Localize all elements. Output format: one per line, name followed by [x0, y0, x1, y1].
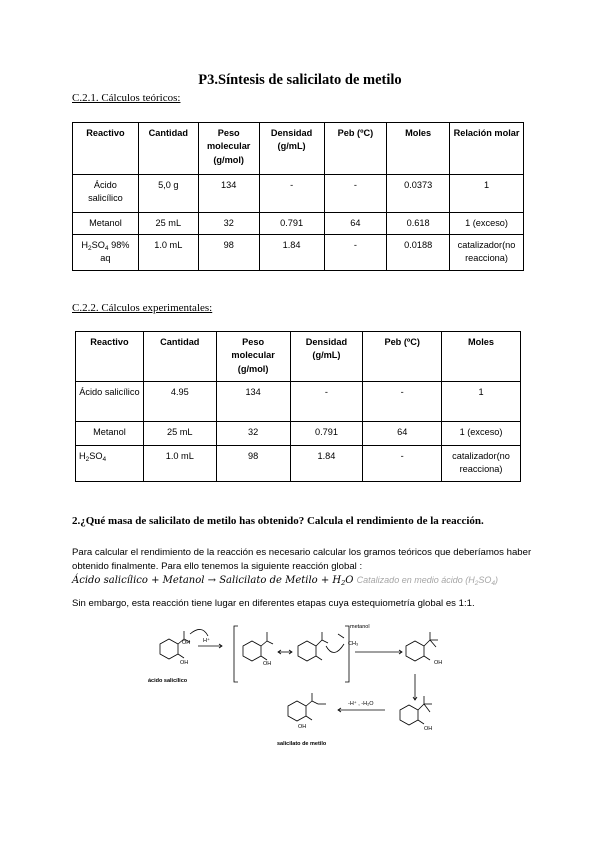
cell: -	[363, 446, 442, 482]
table-row	[73, 213, 524, 235]
protonated-acid-structure	[243, 632, 273, 661]
header-reactivo: Reactivo	[76, 332, 144, 382]
equation-catalyst: Catalizado en medio ácido $(H_2SO_4)$	[356, 575, 499, 587]
cell: 64	[363, 422, 442, 446]
label-salicilato-de-metilo: salicilato de metilo	[277, 741, 327, 747]
label-acido-salicilico: ácido salicílico	[148, 678, 188, 684]
label-oh-2: OH	[180, 660, 189, 666]
label-oh-6: OH	[298, 724, 307, 730]
cell: Metanol	[76, 422, 144, 446]
cell: 4.95	[143, 382, 216, 422]
attack-arrow	[326, 644, 344, 653]
cell: catalizador(no reacciona)	[450, 235, 524, 271]
cell: 0.0188	[387, 235, 450, 271]
cell: 1.84	[290, 446, 363, 482]
header-reactivo: Reactivo	[73, 123, 139, 175]
label-ch3: CH₃	[348, 641, 359, 647]
bracket-right	[345, 626, 349, 682]
header-densidad: Densidad (g/mL)	[290, 332, 363, 382]
cell: $H_2SO_4$ 98% aq	[73, 235, 139, 271]
header-peso-molecular: Peso molecular (g/mol)	[198, 123, 259, 175]
header-cantidad: Cantidad	[143, 332, 216, 382]
header-densidad: Densidad (g/mL)	[259, 123, 324, 175]
header-peb: Peb (ºC)	[324, 123, 387, 175]
cell: 25 mL	[143, 422, 216, 446]
cell: 1.84	[259, 235, 324, 271]
cell: -	[363, 382, 442, 422]
page-title: P3.Síntesis de salicilato de metilo	[198, 72, 402, 88]
equation-text: Ácido salicílico + Metanol → Salicilato de Metilo + $H_2O$	[72, 575, 354, 587]
cell: Ácido salicílico	[76, 382, 144, 422]
header-cantidad: Cantidad	[138, 123, 198, 175]
reaction-mechanism-scheme	[140, 612, 460, 762]
cell: -	[324, 235, 387, 271]
section-heading-theoretical: C.2.1. Cálculos teóricos:	[72, 92, 181, 104]
header-peso-molecular: Peso molecular (g/mol)	[216, 332, 290, 382]
cell: 5,0 g	[138, 175, 198, 213]
paragraph-stoichiometry: Sin embargo, esta reacción tiene lugar en diferentes etapas cuya estequiometría global es 1:1.	[72, 598, 475, 609]
cell: 1.0 mL	[143, 446, 216, 482]
cell: 0.791	[259, 213, 324, 235]
question-heading: 2.¿Qué masa de salicilato de metilo has obtenido? Calcula el rendimiento de la reacción.	[72, 515, 484, 527]
theoretical-table	[72, 122, 524, 271]
cell: 0.791	[290, 422, 363, 446]
cell: 1.0 mL	[138, 235, 198, 271]
header-moles: Moles	[442, 332, 521, 382]
cell: 1	[442, 382, 521, 422]
experimental-table	[75, 331, 521, 482]
label-oh-5: OH	[424, 726, 433, 732]
cell: 0.0373	[387, 175, 450, 213]
section-heading-experimental: C.2.2. Cálculos experimentales:	[72, 302, 213, 314]
label-oh-4: OH	[434, 660, 443, 666]
label-metanol: metanol	[350, 624, 370, 630]
cell: 1	[450, 175, 524, 213]
table-row	[76, 422, 521, 446]
header-moles: Moles	[387, 123, 450, 175]
cell: 0.618	[387, 213, 450, 235]
bracket-left	[234, 626, 238, 682]
methyl-salicylate-structure	[288, 693, 326, 721]
cell: 25 mL	[138, 213, 198, 235]
cell: 134	[216, 382, 290, 422]
cell: 98	[216, 446, 290, 482]
global-reaction-equation	[72, 575, 498, 586]
tetrahedral-intermediate-structure	[406, 632, 438, 661]
table-row	[76, 382, 521, 422]
protonated-intermediate-structure	[400, 696, 432, 725]
cell: 32	[216, 422, 290, 446]
table-row	[73, 175, 524, 213]
cell: 1 (exceso)	[442, 422, 521, 446]
cell: 64	[324, 213, 387, 235]
cell: 32	[198, 213, 259, 235]
label-oh-3: OH	[263, 661, 272, 667]
cell: 1 (exceso)	[450, 213, 524, 235]
label-hplus: H⁺	[203, 638, 210, 644]
table-row	[73, 235, 524, 271]
paragraph-intro: Para calcular el rendimiento de la reacción es necesario calcular los gramos teóricos que deberíamos haber obtenido finalmente. Para ello tenemos la siguiente reacción global :	[72, 547, 532, 572]
carbocation-structure	[298, 632, 328, 661]
table-row	[76, 446, 521, 482]
cell: -	[259, 175, 324, 213]
header-peb: Peb (ºC)	[363, 332, 442, 382]
cell: catalizador(no reacciona)	[442, 446, 521, 482]
cell: -	[290, 382, 363, 422]
cell: Ácido salicílico	[73, 175, 139, 213]
label-loss-water: -H⁺ , -H₂O	[348, 701, 374, 707]
cell: Metanol	[73, 213, 139, 235]
curved-arrow	[190, 629, 208, 636]
cell: -	[324, 175, 387, 213]
cell: 98	[198, 235, 259, 271]
header-relacion-molar: Relación molar	[450, 123, 524, 175]
cell: $H_2SO_4$	[76, 446, 144, 482]
cell: 134	[198, 175, 259, 213]
label-oh-1: OH	[182, 640, 191, 646]
